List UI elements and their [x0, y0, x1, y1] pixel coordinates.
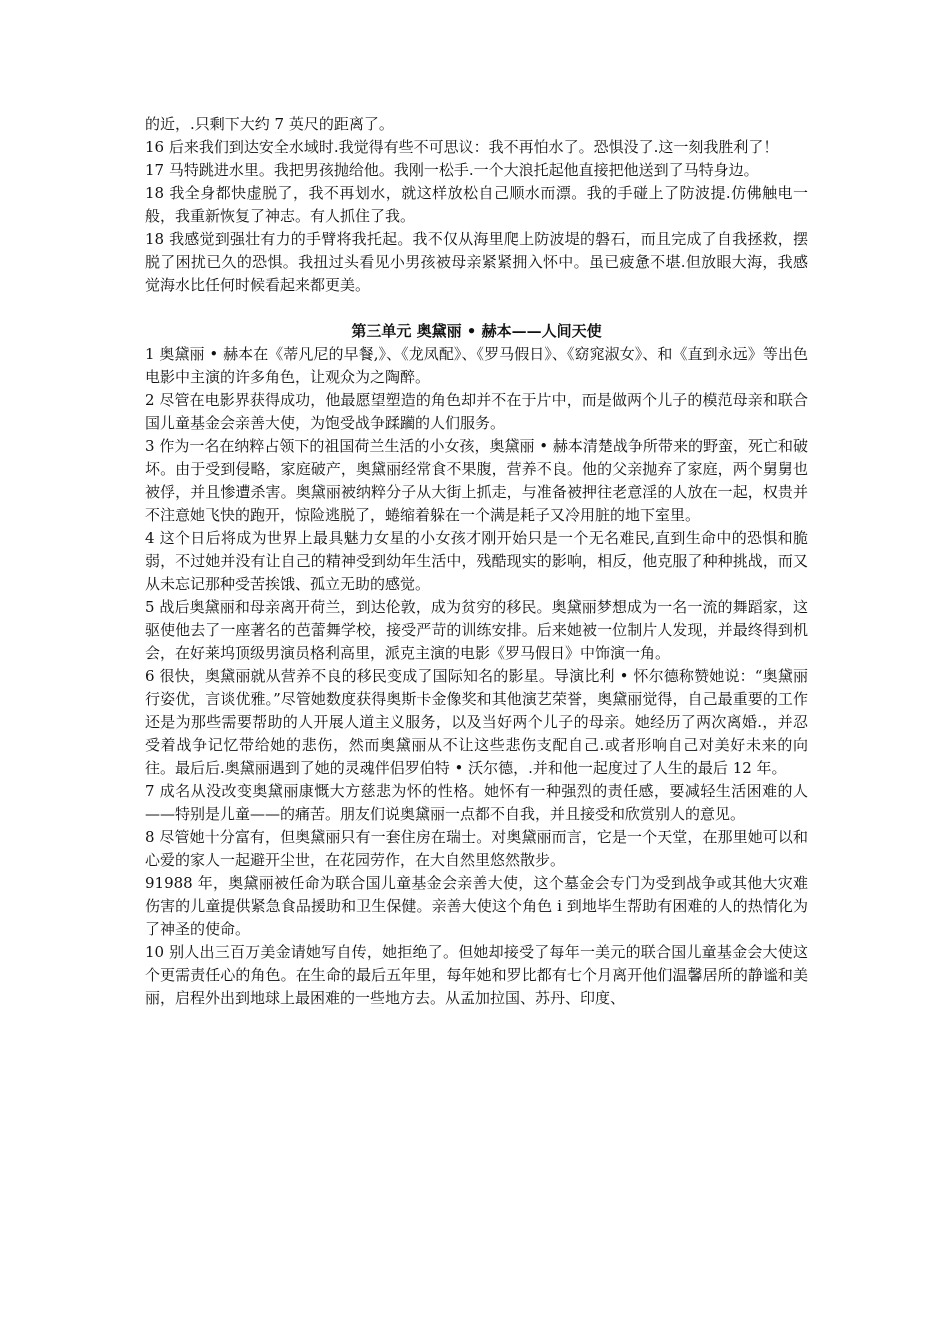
section-title: 第三单元 奥黛丽 • 赫本——人间天使: [351, 322, 602, 340]
paragraph: 7 成名从没改变奥黛丽康慨大方慈悲为怀的性格。她怀有一种强烈的责任感，要减轻生活困难的人——特别是儿童——的痛苦。朋友们说奥黛丽一点都不自我，并且接受和欣赏别人的意见。: [145, 782, 808, 823]
paragraph: 4 这个日后将成为世界上最具魅力女星的小女孩才刚开始只是一个无名难民,直到生命中的恐惧和脆弱，不过她并没有让自己的精神受到幼年生活中，残酷现实的影响，相反，他克服了种种挑战，而又从未忘记那种受苦挨饿、孤立无助的感觉。: [145, 529, 808, 593]
paragraph: 18 我感觉到强壮有力的手臂将我托起。我不仅从海里爬上防波堤的磐石，而且完成了自我拯救，摆脱了困扰已久的恐惧。我扭过头看见小男孩被母亲紧紧拥入怀中。虽已疲惫不堪.但放眼大海，我感觉海水比任何时候看起来都更美。: [145, 230, 808, 294]
paragraph: 6 很快，奥黛丽就从营养不良的移民变成了国际知名的影星。导演比利 • 怀尔德称赞她说：“奥黛丽行姿优，言谈优雅。”尽管她数度获得奥斯卡金像奖和其他演艺荣誉，奥黛丽觉得，自己最重要的工作还是为那些需要帮助的人开展人道主义服务，以及当好两个儿子的母亲。她经历了两次离婚.，并忍受着战争记忆带给她的悲伤，然而奥黛丽从不让这些悲伤支配自己.或者形响自己对美好未来的向往。最后后.奥黛丽遇到了她的灵魂伴侣罗伯特 • 沃尔德，.并和他一起度过了人生的最后 12 年。: [145, 667, 808, 777]
paragraph: 10 别人出三百万美金请她写自传，她拒绝了。但她却接受了每年一美元的联合国儿童基金会大使这个更需责任心的角色。在生命的最后五年里，每年她和罗比都有七个月离开他们温馨居所的静谧和美丽，启程外出到地球上最困难的一些地方去。从孟加拉国、苏丹、印度、: [145, 943, 808, 1007]
paragraph: 3 作为一名在纳粹占领下的祖国荷兰生活的小女孩，奥黛丽 • 赫本清楚战争所带来的野蛮，死亡和破坏。由于受到侵略，家庭破产，奥黛丽经常食不果腹，营养不良。他的父亲抛弃了家庭，两个舅舅也被俘，并且惨遭杀害。奥黛丽被纳粹分子从大街上抓走，与准备被押往老意淫的人放在一起，权贵并不注意她飞快的跑开，惊险逃脱了，蜷缩着躲在一个满是耗子又冷用脏的地下室里。: [145, 437, 808, 524]
section-spacer: [145, 297, 808, 320]
paragraph: 16 后来我们到达安全水域时.我觉得有些不可思议：我不再怕水了。恐惧没了.这一刻我胜利了！: [145, 138, 779, 156]
paragraph: 91988 年，奥黛丽被任命为联合国儿童基金会亲善大使，这个墓金会专门为受到战争或其他大灾难伤害的儿童提供紧急食品援助和卫生保健。亲善大使这个角色 i 到地毕生帮助有困难的人的热情化为了神圣的使命。: [145, 874, 808, 938]
paragraph: 17 马特跳进水里。我把男孩抛给他。我刚一松手.一个大浪托起他直接把他送到了马特身边。: [145, 161, 759, 179]
paragraph: 的近，.只剩下大约 7 英尺的距离了。: [145, 115, 394, 133]
paragraph: 18 我全身都快虚脱了，我不再划水，就这样放松自己顺水而漂。我的手碰上了防波提.仿佛触电一般，我重新恢复了神志。有人抓住了我。: [145, 184, 808, 225]
paragraph: 1 奥黛丽 • 赫本在《蒂凡尼的早餐,》、《龙凤配》、《罗马假日》、《窈窕淑女》、和《直到永远》等出色电影中主演的许多角色，让观众为之陶醉。: [145, 345, 808, 386]
paragraph: 5 战后奥黛丽和母亲离开荷兰，到达伦敦，成为贫穷的移民。奥黛丽梦想成为一名一流的舞蹈家，这驱使他去了一座著名的芭蕾舞学校，接受严苛的训练安排。后来她被一位制片人发现，并最终得到机会，在好莱坞顶级男演员格利高里，派克主演的电影《罗马假日》中饰演一角。: [145, 598, 808, 662]
document-page: [145, 113, 808, 1010]
paragraph: 8 尽管她十分富有，但奥黛丽只有一套住房在瑞士。对奥黛丽而言，它是一个天堂，在那里她可以和心爱的家人一起避开尘世，在花园劳作，在大自然里悠然散步。: [145, 828, 808, 869]
paragraph: 2 尽管在电影界获得成功，他最愿望塑造的角色却并不在于片中，而是做两个儿子的模范母亲和联合国儿童基金会亲善大使，为饱受战争蹂躏的人们服务。: [145, 391, 808, 432]
